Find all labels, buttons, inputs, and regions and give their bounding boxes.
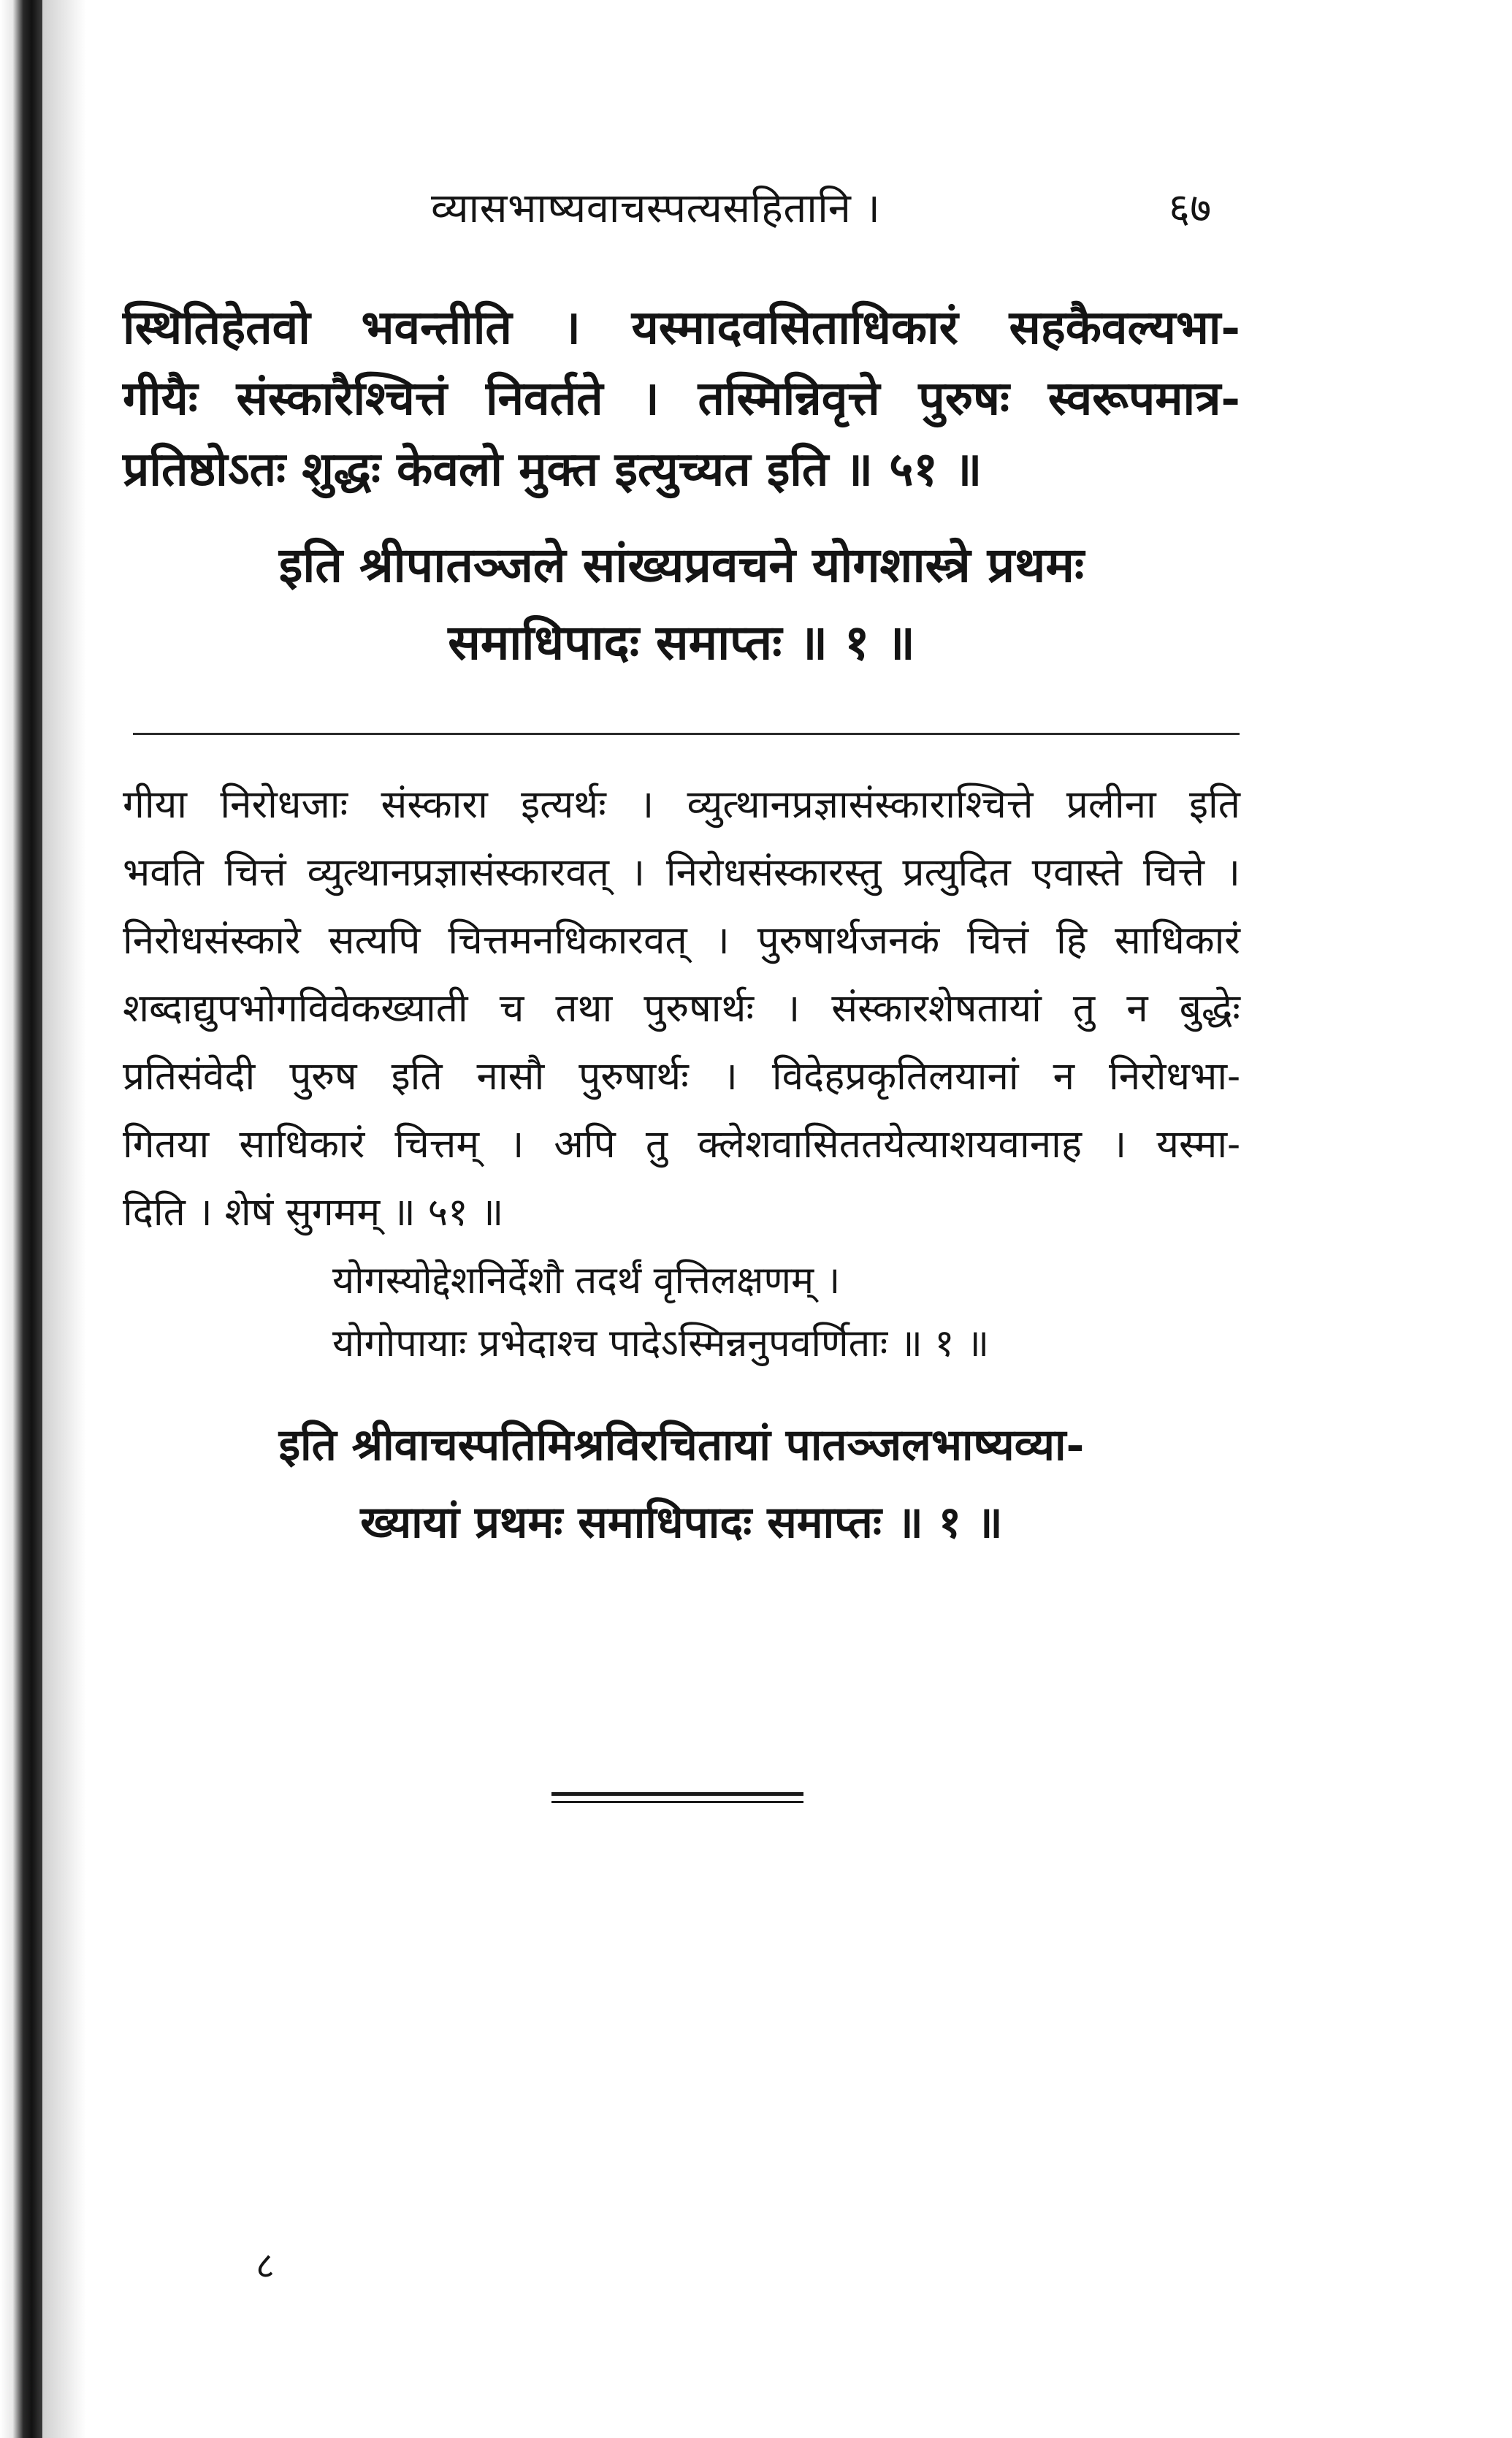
tika-line: गितया साधिकारं चित्तम् । अपि तु क्लेशवासिततयेत्याशयवानाह । यस्मा- — [123, 1122, 1240, 1167]
verse-line: योगोपायाः प्रभेदाश्च पादेऽस्मिन्ननुपवर्णिताः ॥ १ ॥ — [332, 1322, 990, 1365]
section-divider — [133, 733, 1240, 735]
colophon-line: इति श्रीपातञ्जले सांख्यप्रवचने योगशास्त्रे प्रथमः — [278, 536, 1085, 593]
end-ornament-rule — [551, 1801, 803, 1803]
bhashya-line: स्थितिहेतवो भवन्तीति । यस्मादवसिताधिकारं सहकैवल्यभा- — [123, 300, 1240, 355]
tika-line: प्रतिसंवेदी पुरुष इति नासौ पुरुषार्थः । विदेहप्रकृतिलयानां न निरोधभा- — [123, 1054, 1240, 1099]
binding-shadow — [42, 0, 86, 2438]
tika-colophon — [123, 1406, 1240, 1561]
tika-line: दिति । शेषं सुगमम् ॥ ५१ ॥ — [123, 1190, 504, 1235]
colophon-line: ख्यायां प्रथमः समाधिपादः समाप्तः ॥ १ ॥ — [360, 1497, 1003, 1548]
end-ornament-rule — [551, 1792, 803, 1796]
bhashya-line: गीयैः संस्कारैश्चित्तं निवर्तते । तस्मिन्निवृत्ते पुरुषः स्वरूपमात्र- — [123, 371, 1240, 426]
verse-line: योगस्योद्देशनिर्देशौ तदर्थं वृत्तिलक्षणम् । — [332, 1259, 841, 1303]
tika-line: शब्दाद्युपभोगविवेकख्याती च तथा पुरुषार्थः । संस्कारशेषतायां तु न बुद्धेः — [123, 986, 1240, 1031]
sutra-bhashya-text — [123, 292, 1240, 505]
page-number: ६७ — [1169, 185, 1212, 232]
tika-line: गीया निरोधजाः संस्कारा इत्यर्थः । व्युत्थानप्रज्ञासंस्काराश्चित्ते प्रलीना इति — [123, 782, 1240, 827]
bhashya-line: प्रतिष्ठोऽतः शुद्धः केवलो मुक्त इत्युच्यत इति ॥ ५१ ॥ — [123, 442, 982, 497]
signature-mark: ८ — [256, 2244, 275, 2287]
colophon-line: इति श्रीवाचस्पतिमिश्रविरचितायां पातञ्जलभाष्यव्या- — [278, 1420, 1085, 1471]
tika-commentary — [123, 771, 1240, 1246]
summary-verse — [332, 1249, 989, 1375]
running-title: व्यासभाष्यवाचस्पत्यसहितानि । — [431, 185, 881, 232]
colophon-line: समाधिपादः समाप्तः ॥ १ ॥ — [448, 614, 915, 671]
tika-line: निरोधसंस्कारे सत्यपि चित्तमनधिकारवत् । पुरुषार्थजनकं चित्तं हि साधिकारं — [123, 918, 1240, 963]
bhashya-colophon — [123, 526, 1240, 681]
tika-line: भवति चित्तं व्युत्थानप्रज्ञासंस्कारवत् । निरोधसंस्कारस्तु प्रत्युदित एवास्ते चित्ते । — [123, 850, 1240, 895]
page-binding-edge — [0, 0, 42, 2438]
